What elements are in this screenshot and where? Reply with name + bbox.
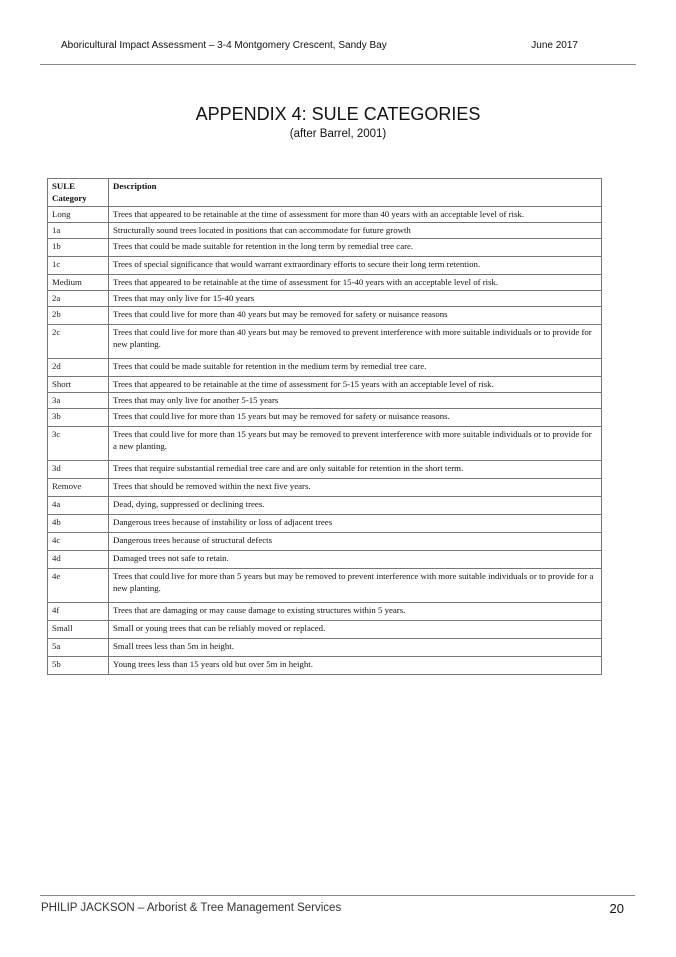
table-row [48,291,602,307]
description-cell: Trees of special significance that would warrant extraordinary efforts to secure their long term retention. [109,257,602,275]
sule-category-cell: 1a [48,223,109,239]
description-cell: Trees that may only live for another 5-15 years [109,393,602,409]
page-number: 20 [609,901,624,916]
description-cell: Trees that appeared to be retainable at the time of assessment for 5-15 years with an acceptable level of risk. [109,377,602,393]
table-row [48,325,602,359]
column-header-description: Description [109,179,602,207]
footer-author: PHILIP JACKSON – Arborist & Tree Management Services [41,902,342,914]
sule-category-cell: 3d [48,461,109,479]
header-rule [40,64,636,65]
description-cell: Damaged trees not safe to retain. [109,551,602,569]
description-cell: Dead, dying, suppressed or declining trees. [109,497,602,515]
table-row [48,551,602,569]
sule-category-cell: 1b [48,239,109,257]
sule-category-cell: 5b [48,657,109,675]
sule-table [47,178,602,675]
table-row [48,639,602,657]
description-cell: Trees that could be made suitable for retention in the medium term by remedial tree care. [109,359,602,377]
description-cell: Trees that could live for more than 15 years but may be removed to prevent interference with more suitable individuals or to provide for a new planting. [109,427,602,461]
header-date: June 2017 [531,40,578,51]
column-header-category: SULE Category [48,179,109,207]
sule-category-cell: Short [48,377,109,393]
table-body [48,207,602,675]
description-cell: Young trees less than 15 years old but over 5m in height. [109,657,602,675]
table-row [48,427,602,461]
description-cell: Trees that could live for more than 40 years but may be removed to prevent interference with more suitable individuals or to provide for new planting. [109,325,602,359]
sule-category-cell: 2a [48,291,109,307]
sule-category-cell: 4b [48,515,109,533]
description-cell: Trees that may only live for 15-40 years [109,291,602,307]
description-cell: Trees that could live for more than 5 years but may be removed to prevent interference with more suitable individuals or to provide for a new planting. [109,569,602,603]
sule-category-cell: Medium [48,275,109,291]
table-row [48,409,602,427]
sule-category-cell: 4a [48,497,109,515]
sule-category-cell: 1c [48,257,109,275]
table-header-row [48,179,602,207]
description-cell: Trees that are damaging or may cause damage to existing structures within 5 years. [109,603,602,621]
table-row [48,657,602,675]
table-row [48,239,602,257]
description-cell: Trees that could be made suitable for retention in the long term by remedial tree care. [109,239,602,257]
header-document-title: Aboricultural Impact Assessment – 3-4 Montgomery Crescent, Sandy Bay [61,40,387,51]
footer-rule [40,895,635,896]
table-row [48,569,602,603]
description-cell: Small or young trees that can be reliably moved or replaced. [109,621,602,639]
table-row [48,359,602,377]
table-row [48,223,602,239]
sule-category-cell: 3c [48,427,109,461]
table-row [48,603,602,621]
sule-category-cell: 2d [48,359,109,377]
table-row [48,479,602,497]
table-row [48,533,602,551]
description-cell: Trees that could live for more than 15 years but may be removed for safety or nuisance reasons. [109,409,602,427]
table-row [48,621,602,639]
sule-category-cell: 4c [48,533,109,551]
description-cell: Trees that should be removed within the next five years. [109,479,602,497]
description-cell: Trees that require substantial remedial tree care and are only suitable for retention in the short term. [109,461,602,479]
description-cell: Trees that appeared to be retainable at the time of assessment for more than 40 years with an acceptable level of risk. [109,207,602,223]
sule-category-cell: 4d [48,551,109,569]
table-row [48,497,602,515]
sule-category-cell: 5a [48,639,109,657]
sule-category-cell: Small [48,621,109,639]
table-row [48,515,602,533]
table-row [48,207,602,223]
sule-category-cell: 2c [48,325,109,359]
description-cell: Dangerous trees because of structural defects [109,533,602,551]
sule-category-cell: 3a [48,393,109,409]
sule-category-cell: 4f [48,603,109,621]
description-cell: Dangerous trees because of instability or loss of adjacent trees [109,515,602,533]
table-row [48,257,602,275]
sule-category-cell: 4e [48,569,109,603]
sule-category-cell: 2b [48,307,109,325]
table-row [48,275,602,291]
table-row [48,461,602,479]
page-subtitle: (after Barrel, 2001) [289,128,387,140]
description-cell: Trees that could live for more than 40 years but may be removed for safety or nuisance reasons [109,307,602,325]
description-cell: Trees that appeared to be retainable at the time of assessment for 15-40 years with an acceptable level of risk. [109,275,602,291]
description-cell: Small trees less than 5m in height. [109,639,602,657]
sule-category-cell: Long [48,207,109,223]
sule-category-cell: Remove [48,479,109,497]
table-row [48,307,602,325]
page-title: APPENDIX 4: SULE CATEGORIES [195,104,481,124]
table-row [48,393,602,409]
description-cell: Structurally sound trees located in positions that can accommodate for future growth [109,223,602,239]
table-row [48,377,602,393]
page-header [61,40,578,51]
sule-category-cell: 3b [48,409,109,427]
